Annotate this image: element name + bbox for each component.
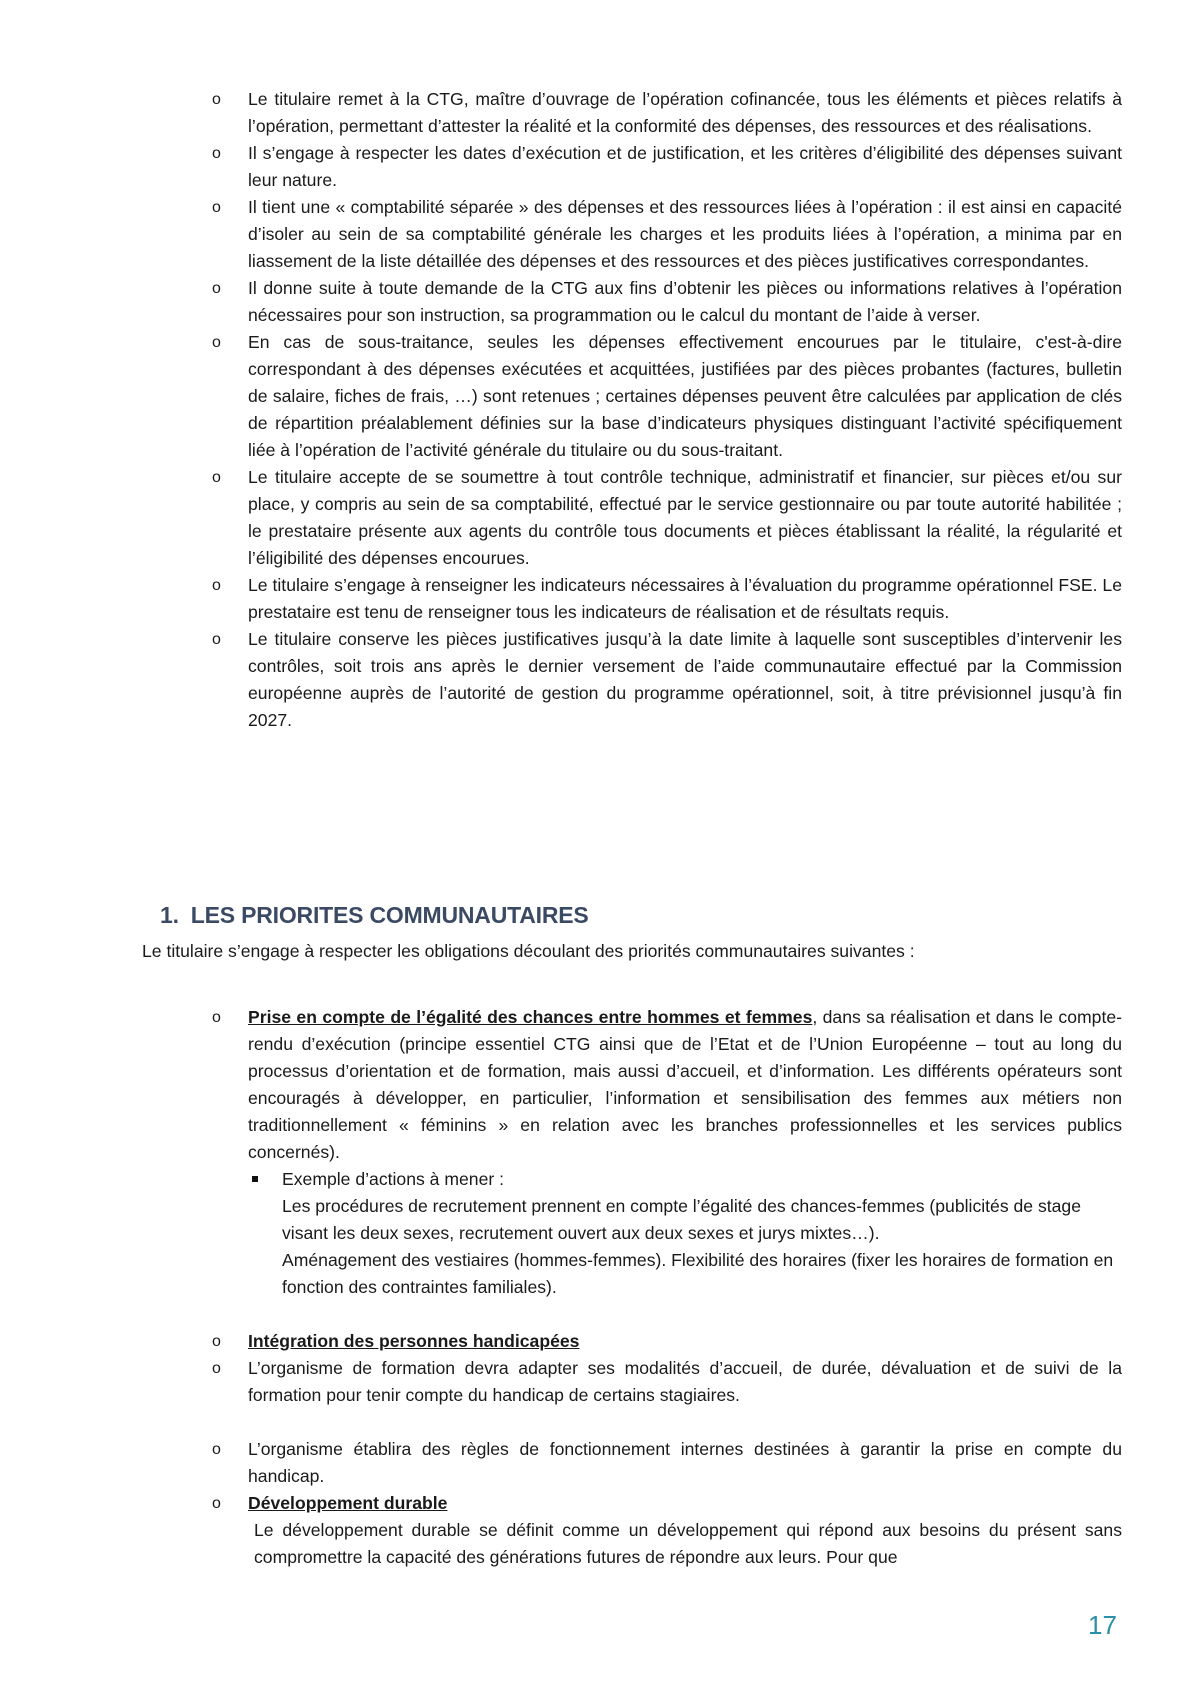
circle-bullet-icon: o bbox=[212, 280, 221, 297]
disability-title: Intégration des personnes handicapées bbox=[248, 1331, 580, 1351]
list-item: o Le titulaire conserve les pièces justificatives jusqu’à la date limite à laquelle sont susceptibles d’intervenir les contrôles, soit trois ans après le dernier versement de l’aide communautaire effectué par la Commission européenne auprès de l’autorité de gestion du programme opérationnel, soit, à titre prévisionnel jusqu’à fin 2027. bbox=[210, 626, 1122, 734]
spacer bbox=[210, 1409, 1122, 1436]
circle-bullet-icon: o bbox=[212, 1009, 221, 1026]
circle-bullet-icon: o bbox=[212, 1495, 221, 1512]
list-item: o Le titulaire s’engage à renseigner les indicateurs nécessaires à l’évaluation du programme opérationnel FSE. Le prestataire est tenu de renseigner tous les indicateurs de réalisation et de résultats requis. bbox=[210, 572, 1122, 626]
circle-bullet-icon: o bbox=[212, 1441, 221, 1458]
list-item-disability-title bbox=[210, 1328, 1122, 1355]
list-item: o En cas de sous-traitance, seules les dépenses effectivement encourues par le titulaire, c'est-à-dire correspondant à des dépenses exécutées et acquittées, justifiées par des pièces probantes (factures, bulletin de salaire, fiches de frais, …) sont retenues ; certaines dépenses peuvent être calculées par application de clés de répartition préalablement définies sur la base d’indicateurs physiques distinguant l’activité spécifiquement liée à l’opération de l’activité générale du titulaire ou du sous-traitant. bbox=[210, 329, 1122, 464]
priorities-list bbox=[210, 1004, 1122, 1571]
circle-bullet-icon: o bbox=[212, 631, 221, 648]
equality-title: Prise en compte de l’égalité des chances entre hommes et femmes bbox=[248, 1007, 813, 1027]
section-number: 1. bbox=[160, 902, 179, 928]
sustainable-paragraph: Le développement durable se définit comme un développement qui répond aux besoins du présent sans compromettre la capacité des générations futures de répondre aux leurs. Pour que bbox=[254, 1520, 1122, 1567]
example-paragraph: Les procédures de recrutement prennent en compte l’égalité des chances-femmes (publicités de stage visant les deux sexes, recrutement ouvert aux deux sexes et jurys mixtes…). bbox=[282, 1196, 1082, 1243]
circle-bullet-icon: o bbox=[212, 469, 221, 486]
example-paragraph: Aménagement des vestiaires (hommes-femmes). Flexibilité des horaires (fixer les horaires de formation en fonction des contraintes familiales). bbox=[282, 1250, 1114, 1297]
circle-bullet-icon: o bbox=[212, 199, 221, 216]
circle-bullet-icon: o bbox=[212, 145, 221, 162]
square-bullet-icon bbox=[252, 1176, 258, 1182]
circle-bullet-icon: o bbox=[212, 1360, 221, 1377]
list-item: o L’organisme de formation devra adapter ses modalités d’accueil, de durée, dévaluation et de suivi de la formation pour tenir compte du handicap de certains stagiaires. bbox=[210, 1355, 1122, 1409]
page-number: 17 bbox=[1088, 1610, 1117, 1640]
circle-bullet-icon: o bbox=[212, 334, 221, 351]
list-item-equality bbox=[210, 1004, 1122, 1301]
section-title: LES PRIORITES COMMUNAUTAIRES bbox=[190, 902, 589, 928]
example-sublist bbox=[248, 1166, 1122, 1301]
list-item: o L’organisme établira des règles de fonctionnement internes destinées à garantir la prise en compte du handicap. bbox=[210, 1436, 1122, 1490]
list-item: o Il donne suite à toute demande de la CTG aux fins d’obtenir les pièces ou informations relatives à l’opération nécessaires pour son instruction, sa programmation ou le calcul du montant de l’aide à verser. bbox=[210, 275, 1122, 329]
list-item: o Le titulaire accepte de se soumettre à tout contrôle technique, administratif et financier, sur pièces et/ou sur place, y compris au sein de sa comptabilité, effectué par le service gestionnaire ou par toute autorité habilitée ; le prestataire présente aux agents du contrôle tous documents et pièces établissant la réalité, la régularité et l’éligibilité des dépenses encourues. bbox=[210, 464, 1122, 572]
example-label: Exemple d’actions à mener : bbox=[282, 1169, 504, 1189]
section-heading bbox=[160, 900, 589, 930]
obligations-list bbox=[210, 86, 1122, 734]
circle-bullet-icon: o bbox=[212, 577, 221, 594]
list-item: o Il s’engage à respecter les dates d’exécution et de justification, et les critères d’éligibilité des dépenses suivant leur nature. bbox=[210, 140, 1122, 194]
list-item-sustainable-title bbox=[210, 1490, 1122, 1517]
list-item: o Le titulaire remet à la CTG, maître d’ouvrage de l’opération cofinancée, tous les éléments et pièces relatifs à l’opération, permettant d’attester la réalité et la conformité des dépenses, des ressources et des réalisations. bbox=[210, 86, 1122, 140]
equality-text: , dans sa réalisation et dans le compte-rendu d’exécution (principe essentiel CTG ainsi que de l’Etat et de l’Union Européenne – tout au long du processus d’orientation et de formation, mais aussi d’accueil, et d’information. Les différents opérateurs sont encouragés à développer, en particulier, l’information et sensibilisation des femmes aux métiers non traditionnellement « féminins » en relation avec les branches professionnelles et les services publics concernés). bbox=[248, 1007, 1122, 1162]
list-item: o Il tient une « comptabilité séparée » des dépenses et des ressources liées à l’opération : il est ainsi en capacité d’isoler au sein de sa comptabilité générale les charges et les produits liées à l’opération, a minima par en liassement de la liste détaillée des dépenses et des ressources et des pièces justificatives correspondantes. bbox=[210, 194, 1122, 275]
sustainable-title: Développement durable bbox=[248, 1493, 448, 1513]
spacer bbox=[210, 1301, 1122, 1328]
sublist-item bbox=[248, 1166, 1122, 1301]
circle-bullet-icon: o bbox=[212, 91, 221, 108]
circle-bullet-icon: o bbox=[212, 1333, 221, 1350]
section-intro: Le titulaire s’engage à respecter les obligations découlant des priorités communautaires suivantes : bbox=[142, 941, 915, 961]
